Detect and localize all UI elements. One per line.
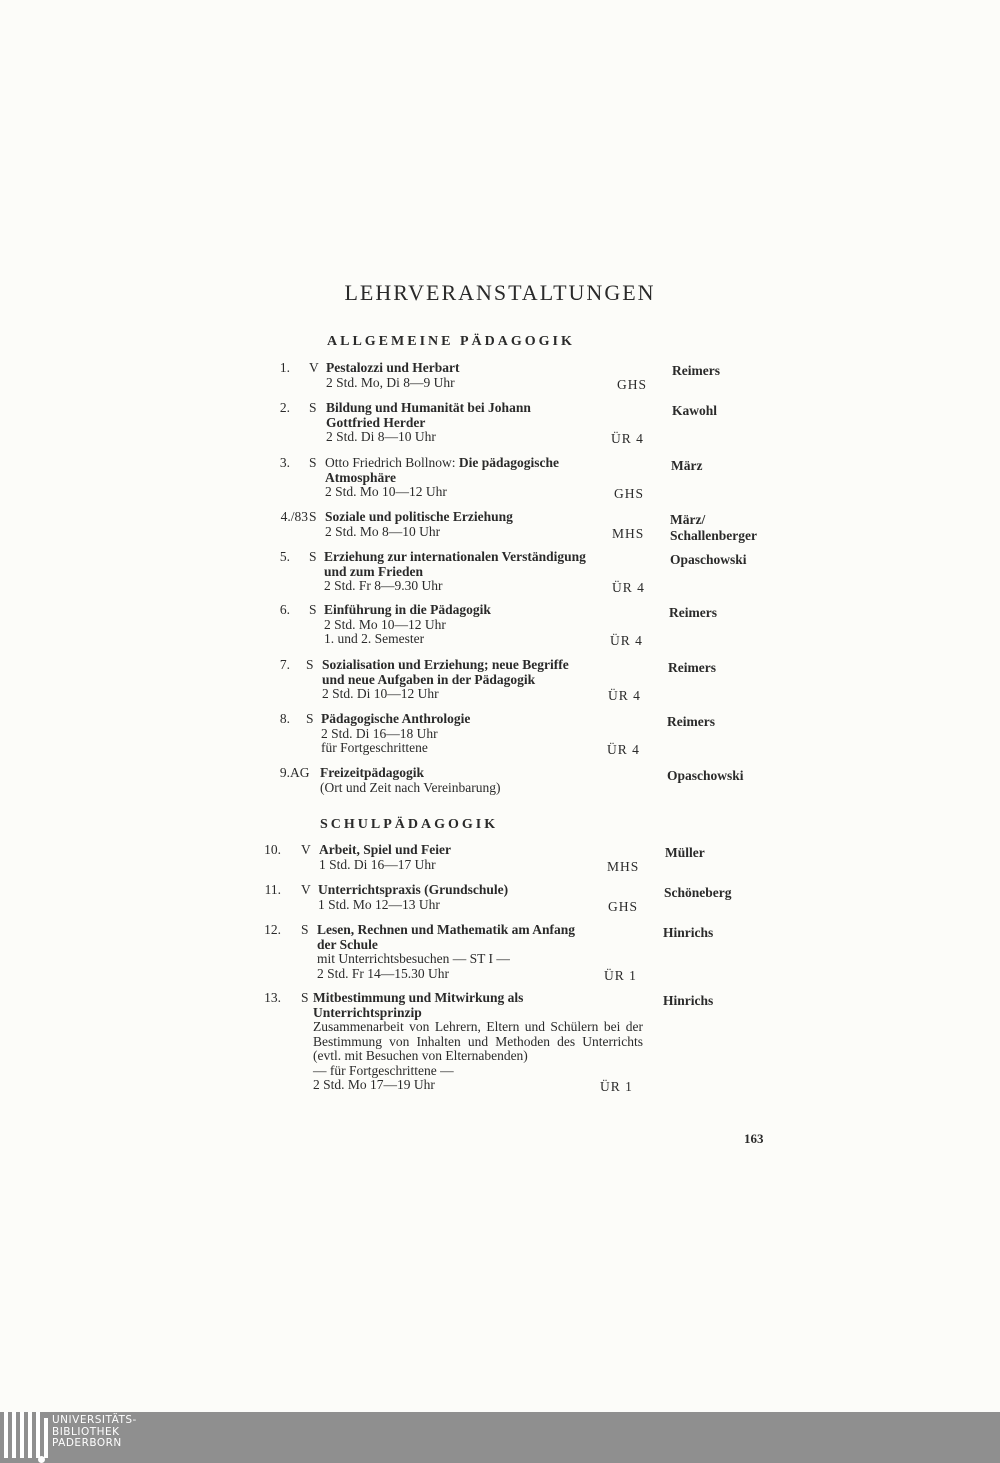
course-room: ÜR 4 [610,633,643,648]
course-number: 10. [264,842,281,857]
course-type: S [309,602,317,617]
section-heading: SCHULPÄDAGOGIK [320,817,499,832]
course-title-line [326,401,656,416]
course-detail: 2 Std. Mo 10—12 Uhr [325,484,447,499]
course-number: 4./83 [280,509,308,524]
course-room: GHS [614,486,645,501]
course-detail: — für Fortgeschrittene — [313,1062,454,1078]
course-room: GHS [608,899,639,914]
course-detail: 2 Std. Mo 17—19 Uhr [313,1077,435,1092]
course-lecturer: Opaschowski [670,552,747,567]
course-title-line [320,766,650,781]
course-detail: 1 Std. Di 16—17 Uhr [319,856,436,872]
course-title: Erziehung zur internationalen Verständigung [324,549,586,564]
course-body [324,550,654,594]
course-detail: 2 Std. Mo 8—10 Uhr [325,523,441,539]
course-number: 6. [279,602,290,617]
course-title-line [318,883,648,898]
course-body [318,883,648,912]
course-number: 3. [279,455,290,470]
course-room: MHS [612,526,645,541]
course-title: Gottfried Herder [326,414,426,430]
course-title: Pestalozzi und Herbart [326,360,460,375]
section-heading: ALLGEMEINE PÄDAGOGIK [327,334,575,349]
course-detail: 2 Std. Di 16—18 Uhr [321,725,438,741]
course-room: ÜR 4 [611,431,644,446]
course-title-line [317,938,647,953]
library-name-line: UNIVERSITÄTS- [52,1414,137,1426]
course-detail: 2 Std. Mo, Di 8—9 Uhr [326,374,455,390]
course-title-line [325,471,655,486]
course-number: 5. [279,549,290,564]
logo-dot-icon [38,1456,45,1463]
course-lecturer: März/ [670,512,706,527]
course-detail: 2 Std. Fr 14—15.30 Uhr [317,965,450,981]
course-room: ÜR 4 [608,688,641,703]
course-title-line [321,712,651,727]
course-number: 2. [279,400,290,415]
library-name [52,1415,137,1450]
course-description: Zusammenarbeit von Lehrern, Eltern und Schülern bei der Bestimmung von Inhalten und Methoden des Unterrichts (evtl. mit Besuchen von Elternabenden) [313,1019,643,1063]
course-lecturer: Hinrichs [663,993,714,1008]
course-title: Freizeitpädagogik [320,765,424,780]
course-title-line [326,416,656,431]
course-body [326,361,656,390]
course-title-line [326,361,656,376]
course-title-line [325,510,655,525]
course-lecturer: Schöneberg [664,885,732,900]
course-title-prefix: Otto Friedrich Bollnow: [325,455,459,470]
course-title: Pädagogische Anthrologie [321,711,471,726]
course-body [324,603,654,647]
course-body [319,843,649,872]
course-number: 9. [279,765,290,780]
course-room: ÜR 4 [612,580,645,595]
page-title: LEHRVERANSTALTUNGEN [344,280,656,305]
course-title-line [322,658,652,673]
course-room: GHS [617,377,648,392]
course-detail: 2 Std. Fr 8—9.30 Uhr [324,578,443,593]
course-title: und zum Frieden [324,563,424,579]
course-title: Die pädagogische [458,455,560,470]
course-type: V [301,882,311,897]
course-type: S [306,711,314,726]
course-title: Einführung in die Pädagogik [324,602,491,617]
course-type: V [301,842,311,857]
course-title: Unterrichtspraxis (Grundschule) [318,882,509,897]
library-logo-icon [4,1412,48,1458]
course-lecturer: Schallenberger [670,528,757,543]
course-body [326,401,656,445]
course-number: 12. [264,922,281,937]
course-title: Atmosphäre [325,469,397,485]
course-lecturer: März [671,458,703,473]
course-type: S [301,922,309,937]
course-room: ÜR 4 [607,742,640,757]
course-lecturer: Hinrichs [663,925,714,940]
course-type: S [309,509,317,524]
course-detail: für Fortgeschrittene [321,740,428,755]
course-lecturer: Reimers [667,714,715,729]
course-title-line [317,923,647,938]
library-name-line: BIBLIOTHEK [52,1425,120,1438]
course-room: ÜR 1 [604,968,637,983]
course-title: der Schule [317,936,378,952]
course-type: S [309,549,317,564]
course-body [317,923,647,981]
course-body [313,991,643,1093]
course-title: Mitbestimmung und Mitwirkung als [313,990,524,1005]
course-detail: 2 Std. Mo 10—12 Uhr [324,616,446,632]
course-type: AG [290,765,310,780]
course-body [321,712,651,756]
course-title: und neue Aufgaben in der Pädagogik [322,671,536,687]
course-type: V [309,360,319,375]
course-title: Soziale und politische Erziehung [325,509,513,524]
course-title-line [324,603,654,618]
course-title-line [322,673,652,688]
library-footer [0,1412,1000,1463]
course-title-line [313,991,643,1006]
course-detail: 1. und 2. Semester [324,631,425,646]
course-body [325,456,655,500]
course-title-line [313,1006,643,1021]
course-body [320,766,650,795]
course-detail: 2 Std. Di 10—12 Uhr [322,686,439,701]
page-number: 163 [744,1131,764,1146]
course-lecturer: Opaschowski [667,768,744,783]
course-lecturer: Kawohl [672,403,718,418]
course-lecturer: Reimers [668,660,716,675]
course-title-line [325,456,655,471]
course-body [322,658,652,702]
course-lecturer: Reimers [672,363,720,378]
course-title-line [324,565,654,580]
course-room: ÜR 1 [600,1079,633,1094]
course-number: 1. [279,360,290,375]
course-title-line [319,843,649,858]
course-detail: mit Unterrichtsbesuchen — ST I — [317,951,510,966]
course-room: MHS [607,859,640,874]
course-title: Lesen, Rechnen und Mathematik am Anfang [317,922,576,937]
course-detail: (Ort und Zeit nach Vereinbarung) [320,779,501,795]
course-number: 7. [279,657,290,672]
course-type: S [309,400,317,415]
course-detail: 2 Std. Di 8—10 Uhr [326,429,436,444]
course-body [325,510,655,539]
course-title: Unterrichtsprinzip [313,1004,422,1020]
course-lecturer: Müller [665,845,705,860]
course-detail: 1 Std. Mo 12—13 Uhr [318,896,440,912]
course-type: S [306,657,314,672]
course-lecturer: Reimers [669,605,717,620]
library-name-line: PADERBORN [52,1437,122,1449]
course-number: 11. [264,882,281,897]
course-type: S [301,990,309,1005]
course-title: Arbeit, Spiel und Feier [319,842,451,857]
course-type: S [309,455,317,470]
course-number: 8. [279,711,290,726]
course-title: Bildung und Humanität bei Johann [326,400,531,415]
course-title-line [324,550,654,565]
course-title: Sozialisation und Erziehung; neue Begriffe [322,657,569,672]
course-number: 13. [264,990,281,1005]
